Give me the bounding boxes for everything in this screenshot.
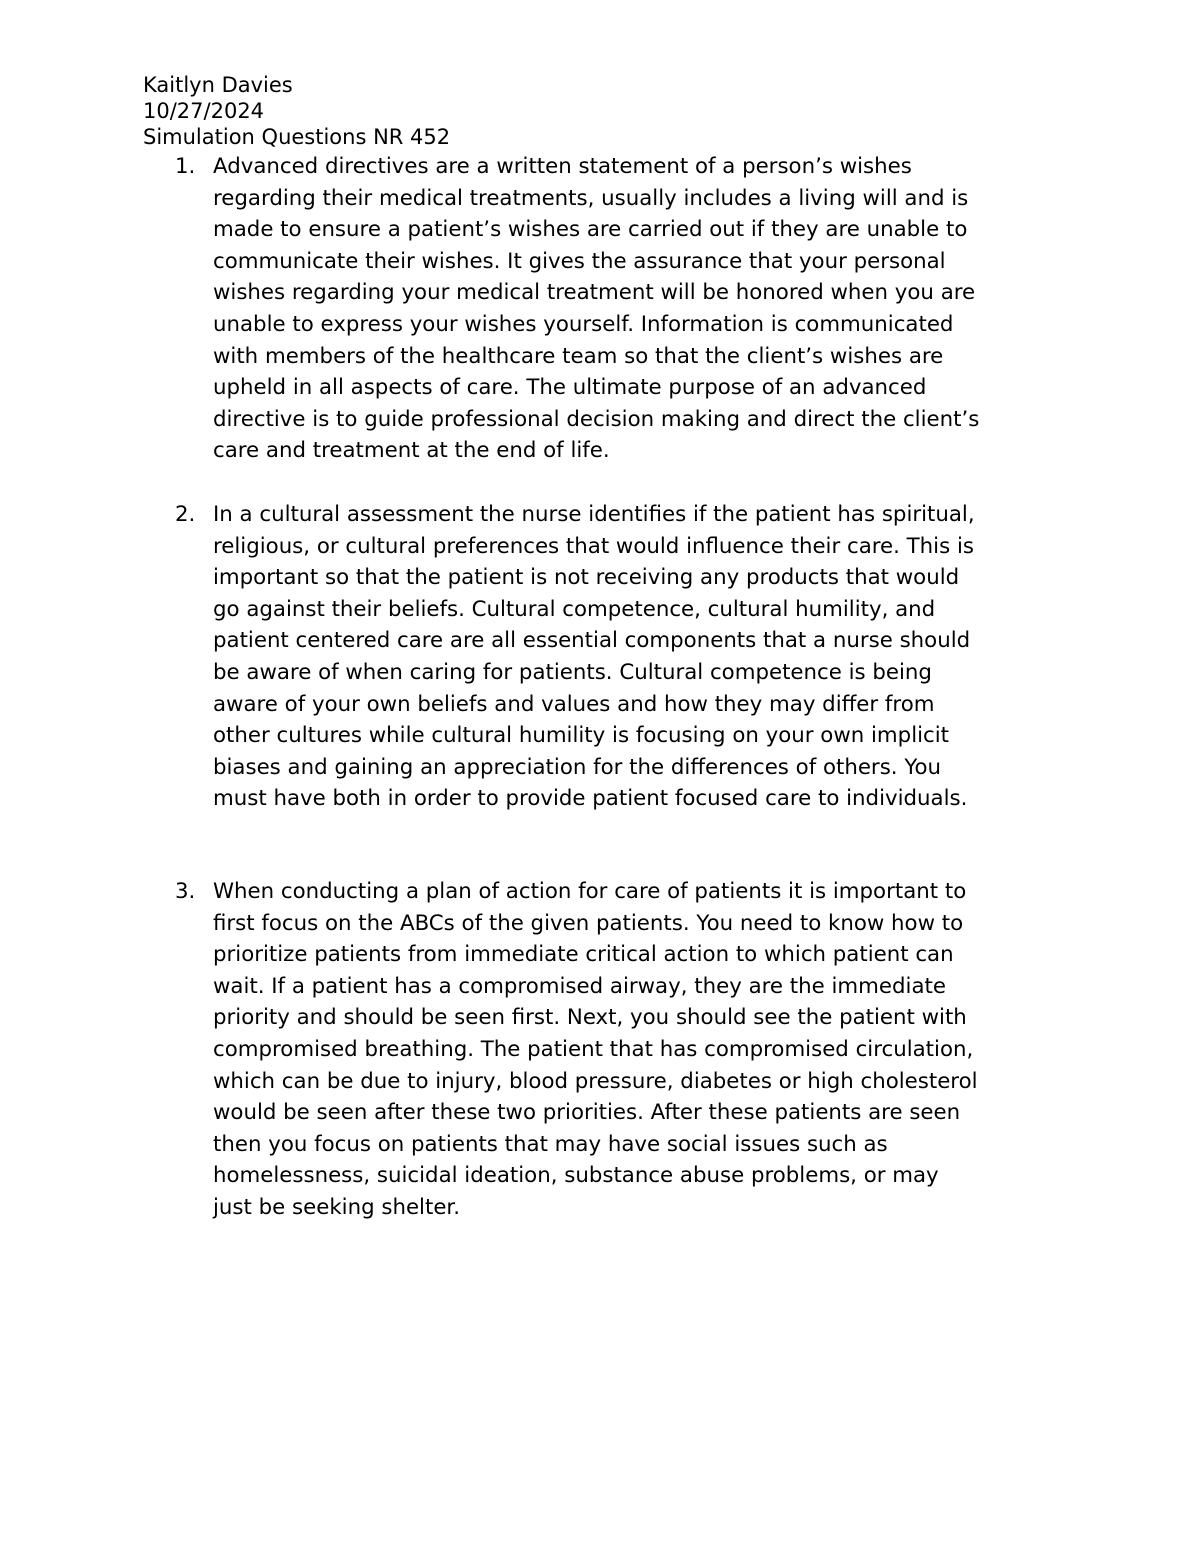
text-line: other cultures while cultural humility is focusing on your own implicit [213, 723, 950, 749]
text-line: wait. If a patient has a compromised airway, they are the immediate [213, 973, 946, 999]
text-line: Advanced directives are a written statement of a person’s wishes [213, 154, 912, 179]
text-line: religious, or cultural preferences that would influence their care. This is [213, 533, 974, 559]
list-number: 1. [175, 154, 196, 179]
text-line: When conducting a plan of action for care of patients it is important to [213, 879, 967, 904]
text-line: would be seen after these two priorities. After these patients are seen [213, 1100, 961, 1126]
text-line: first focus on the ABCs of the given patients. You need to know how to [213, 910, 964, 936]
text-line: unable to express your wishes yourself. Information is communicated [213, 311, 954, 337]
list-number: 3. [175, 879, 196, 904]
document-title: Simulation Questions NR 452 [143, 125, 451, 149]
text-line: regarding their medical treatments, usually includes a living will and is [213, 185, 969, 211]
text-line: homelessness, suicidal ideation, substance abuse problems, or may [213, 1163, 939, 1189]
text-line: prioritize patients from immediate critical action to which patient can [213, 942, 954, 968]
text-line: go against their beliefs. Cultural competence, cultural humility, and [213, 596, 936, 622]
text-line: then you focus on patients that may have social issues such as [213, 1131, 888, 1157]
text-line: wishes regarding your medical treatment will be honored when you are [213, 280, 976, 306]
answer-text [213, 876, 1075, 1224]
text-line: directive is to guide professional decision making and direct the client’s [213, 406, 980, 432]
text-line: which can be due to injury, blood pressure, diabetes or high cholesterol [213, 1068, 978, 1094]
text-line: In a cultural assessment the nurse identifies if the patient has spiritual, [213, 502, 975, 527]
answer-text [213, 151, 1075, 467]
text-line: made to ensure a patient’s wishes are carried out if they are unable to [213, 217, 968, 243]
text-line: be aware of when caring for patients. Cultural competence is being [213, 659, 932, 685]
text-line: communicate their wishes. It gives the assurance that your personal [213, 248, 946, 274]
answer-text [213, 499, 1075, 815]
text-line: upheld in all aspects of care. The ultimate purpose of an advanced [213, 375, 927, 401]
text-line: aware of your own beliefs and values and how they may differ from [213, 691, 935, 717]
text-line: must have both in order to provide patient focused care to individuals. [213, 786, 968, 812]
list-number: 2. [175, 502, 196, 527]
text-line: important so that the patient is not receiving any products that would [213, 565, 960, 591]
document-date: 10/27/2024 [143, 99, 265, 123]
text-line: care and treatment at the end of life. [213, 438, 610, 464]
text-line: with members of the healthcare team so that the client’s wishes are [213, 343, 944, 369]
text-line: biases and gaining an appreciation for the differences of others. You [213, 754, 942, 780]
text-line: patient centered care are all essential components that a nurse should [213, 628, 971, 654]
text-line: compromised breathing. The patient that has compromised circulation, [213, 1036, 974, 1062]
text-line: priority and should be seen first. Next, you should see the patient with [213, 1005, 967, 1031]
text-line: just be seeking shelter. [213, 1194, 460, 1220]
author-name: Kaitlyn Davies [143, 73, 293, 97]
